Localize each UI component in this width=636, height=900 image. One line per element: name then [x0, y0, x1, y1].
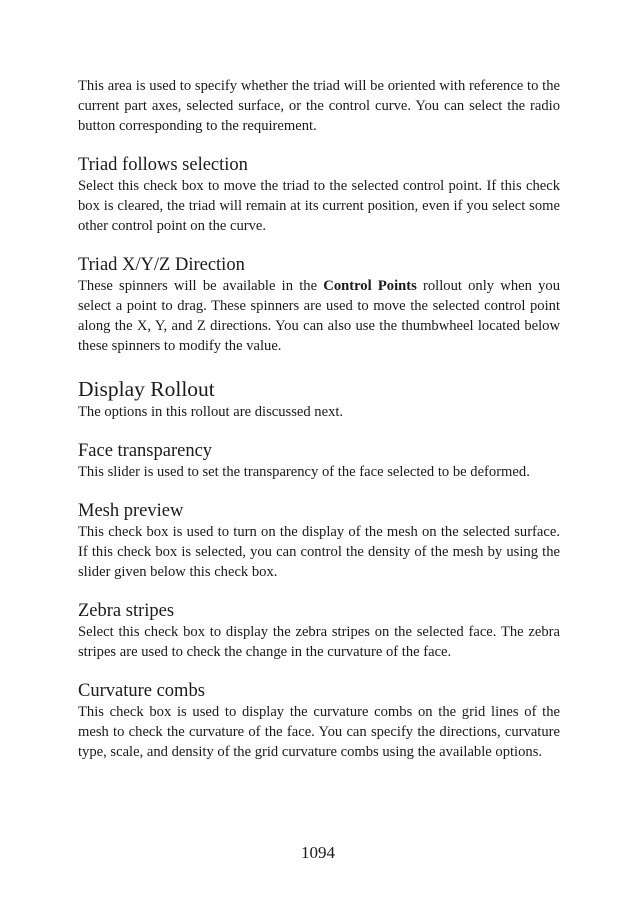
- heading-triad-follows-selection: Triad follows selection: [78, 155, 248, 175]
- paragraph-triad-follows-selection: Select this check box to move the triad to the selected control point. If this check box is cleared, the triad will remain at its current position, even if you select some other control point on the curve.: [78, 178, 560, 234]
- heading-mesh-preview: Mesh preview: [78, 501, 184, 521]
- heading-face-transparency: Face transparency: [78, 441, 213, 461]
- paragraph-zebra-stripes: Select this check box to display the zebra stripes on the selected face. The zebra stripes are used to check the change in the curvature of the face.: [78, 624, 560, 660]
- heading-zebra-stripes: Zebra stripes: [78, 601, 175, 621]
- paragraph-face-transparency: This slider is used to set the transparency of the face selected to be deformed.: [78, 464, 530, 480]
- text-run: rollout only when you select a point to drag. These spinners are used to move the selected control point along the X, Y, and Z directions. You can also use the thumbwheel located below these spinners to modify the value.: [78, 278, 560, 354]
- bold-term-control-points: Control Points: [323, 278, 417, 294]
- page-content: [78, 76, 560, 762]
- paragraph-mesh-preview: This check box is used to turn on the display of the mesh on the selected surface. If this check box is selected, you can control the density of the mesh by using the slider given below this check box.: [78, 524, 560, 580]
- page-number: 1094: [301, 843, 335, 862]
- text-run: These spinners will be available in the: [78, 278, 324, 294]
- paragraph-triad-xyz-direction: [78, 276, 560, 356]
- heading-display-rollout: Display Rollout: [78, 377, 215, 401]
- intro-paragraph: This area is used to specify whether the triad will be oriented with reference to the current part axes, selected surface, or the control curve. You can select the radio button corresponding to the requirement.: [78, 78, 560, 134]
- heading-curvature-combs: Curvature combs: [78, 681, 205, 701]
- heading-triad-xyz-direction: Triad X/Y/Z Direction: [78, 255, 245, 275]
- paragraph-curvature-combs: This check box is used to display the curvature combs on the grid lines of the mesh to check the curvature of the face. You can specify the directions, curvature type, scale, and density of the grid curvature combs using the available options.: [78, 704, 560, 760]
- paragraph-display-rollout: The options in this rollout are discussed next.: [78, 404, 344, 420]
